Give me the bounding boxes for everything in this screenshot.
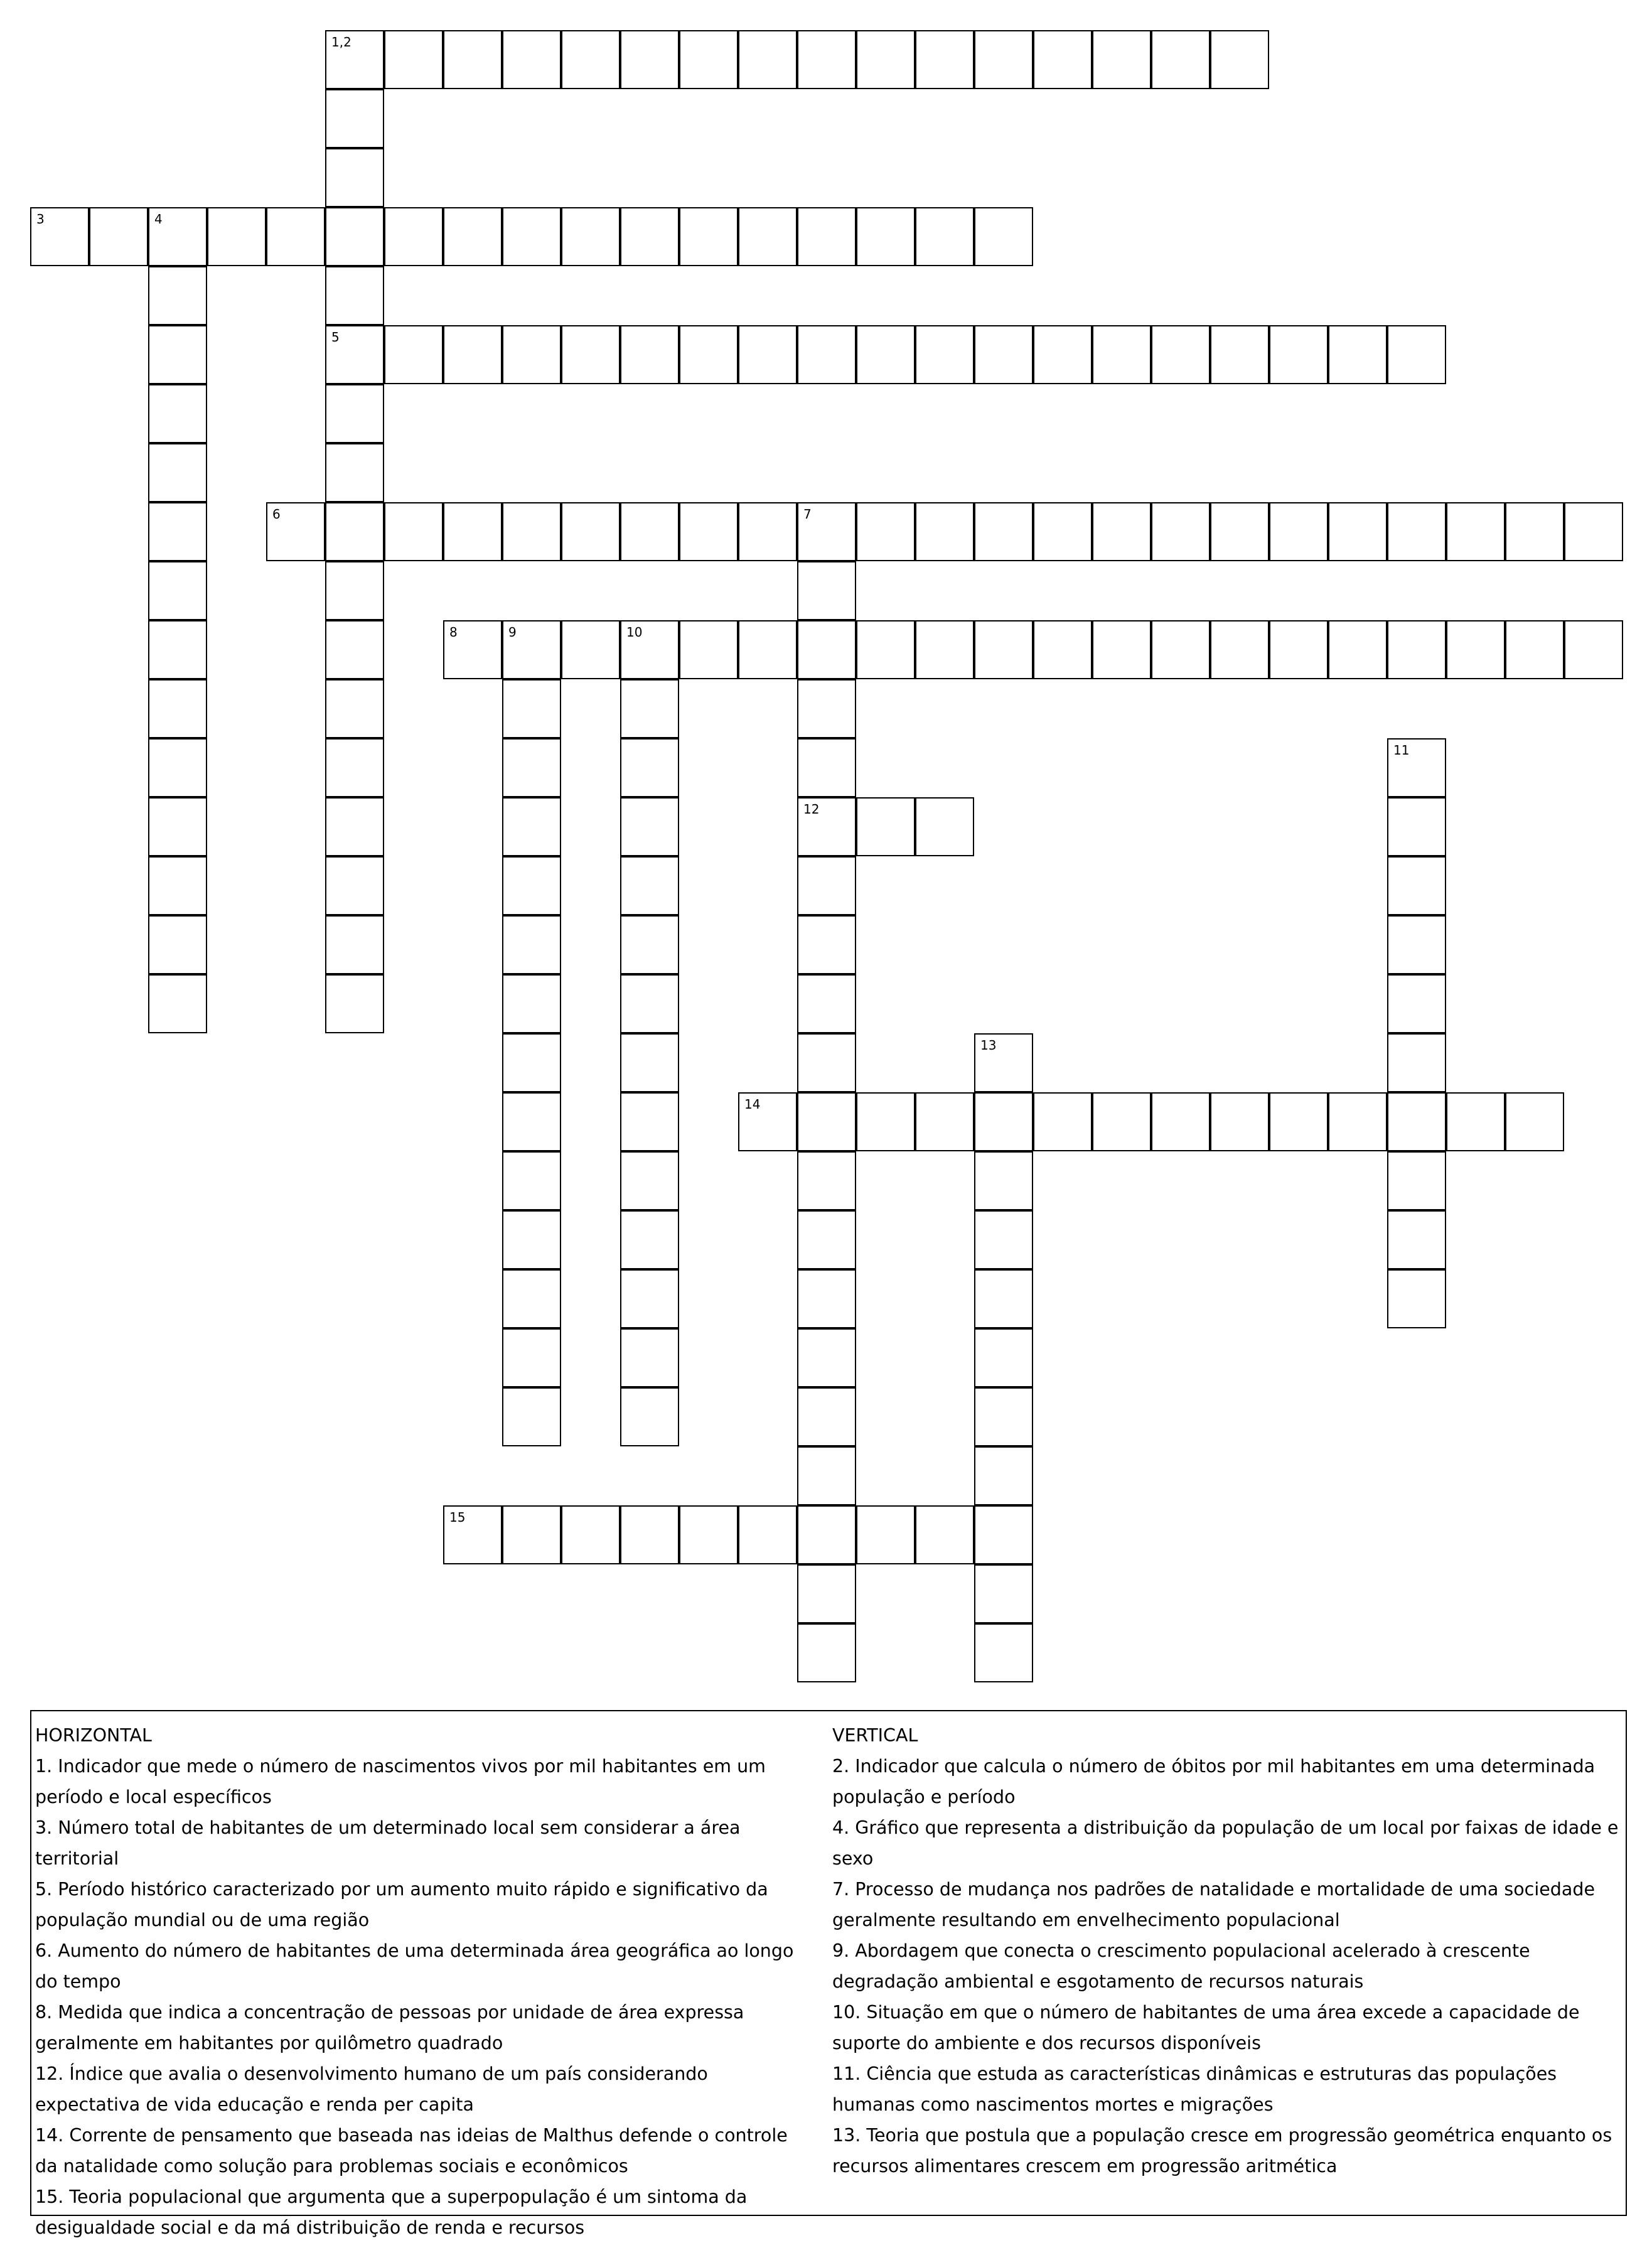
- grid-cell[interactable]: [325, 266, 384, 325]
- clue-across-14: 14. Corrente de pensamento que baseada nas ideias de Malthus defende o controle da natalidade como solução para problemas sociais e econômicos: [35, 2125, 788, 2176]
- clue-number: 8: [449, 625, 458, 640]
- grid-cell[interactable]: [443, 620, 502, 679]
- grid-cell[interactable]: [797, 797, 856, 856]
- grid-cell[interactable]: [207, 207, 266, 266]
- vertical-heading: VERTICAL: [832, 1725, 918, 1746]
- clue-down-10: 10. Situação em que o número de habitantes de uma área excede a capacidade de suporte do ambiente e dos recursos disponíveis: [832, 2002, 1580, 2053]
- grid-cell[interactable]: [325, 502, 384, 561]
- grid-cell[interactable]: [1564, 620, 1623, 679]
- grid-cell[interactable]: [1328, 620, 1387, 679]
- grid-cell[interactable]: [561, 620, 620, 679]
- grid-cell[interactable]: [797, 325, 856, 384]
- grid-cell[interactable]: [856, 207, 915, 266]
- grid-cell[interactable]: [502, 1210, 561, 1269]
- grid-cell[interactable]: [797, 502, 856, 561]
- grid-cell[interactable]: [148, 620, 207, 679]
- clue-number: 3: [36, 212, 45, 227]
- grid-cell[interactable]: [1505, 502, 1564, 561]
- clue-number: 1,2: [331, 35, 351, 50]
- grid-cell[interactable]: [620, 797, 679, 856]
- grid-cell[interactable]: [620, 856, 679, 915]
- grid-cell[interactable]: [561, 30, 620, 89]
- grid-cell[interactable]: [1151, 30, 1210, 89]
- grid-cell[interactable]: [1092, 502, 1151, 561]
- grid-cell[interactable]: [679, 620, 738, 679]
- grid-cell[interactable]: [797, 561, 856, 620]
- grid-cell[interactable]: [797, 1328, 856, 1387]
- grid-cell[interactable]: [620, 1033, 679, 1092]
- grid-cell[interactable]: [974, 207, 1033, 266]
- grid-cell[interactable]: [148, 738, 207, 797]
- clue-down-9: 9. Abordagem que conecta o crescimento populacional acelerado à crescente degradação ambiental e esgotamento de recursos naturais: [832, 1940, 1530, 1992]
- grid-cell[interactable]: [915, 30, 974, 89]
- grid-cell[interactable]: [1269, 325, 1328, 384]
- grid-cell[interactable]: [915, 325, 974, 384]
- grid-cell[interactable]: [1151, 325, 1210, 384]
- grid-cell[interactable]: [325, 30, 384, 89]
- grid-cell[interactable]: [502, 1328, 561, 1387]
- grid-cell[interactable]: [974, 1210, 1033, 1269]
- grid-cell[interactable]: [1092, 30, 1151, 89]
- grid-cell[interactable]: [679, 30, 738, 89]
- grid-cell[interactable]: [384, 30, 443, 89]
- grid-cell[interactable]: [148, 915, 207, 974]
- grid-cell[interactable]: [1505, 620, 1564, 679]
- grid-cell[interactable]: [266, 502, 325, 561]
- grid-cell[interactable]: [856, 797, 915, 856]
- grid-cell[interactable]: [915, 502, 974, 561]
- grid-cell[interactable]: [1210, 30, 1269, 89]
- grid-cell[interactable]: [1387, 797, 1446, 856]
- grid-cell[interactable]: [738, 30, 797, 89]
- grid-cell[interactable]: [797, 738, 856, 797]
- grid-cell[interactable]: [620, 738, 679, 797]
- clue-number: 6: [272, 507, 281, 522]
- grid-cell[interactable]: [620, 502, 679, 561]
- grid-cell[interactable]: [738, 1092, 797, 1151]
- grid-cell[interactable]: [1387, 1151, 1446, 1210]
- grid-cell[interactable]: [620, 1151, 679, 1210]
- grid-cell[interactable]: [384, 207, 443, 266]
- grid-cell[interactable]: [1210, 620, 1269, 679]
- grid-cell[interactable]: [443, 325, 502, 384]
- clue-number: 7: [803, 507, 812, 522]
- grid-cell[interactable]: [502, 1151, 561, 1210]
- grid-cell[interactable]: [738, 207, 797, 266]
- grid-cell[interactable]: [502, 502, 561, 561]
- clue-number: 15: [449, 1510, 466, 1525]
- grid-cell[interactable]: [1387, 1033, 1446, 1092]
- grid-cell[interactable]: [1269, 502, 1328, 561]
- grid-cell[interactable]: [502, 207, 561, 266]
- grid-cell[interactable]: [1387, 1210, 1446, 1269]
- grid-cell[interactable]: [620, 679, 679, 738]
- grid-cell[interactable]: [148, 797, 207, 856]
- grid-cell[interactable]: [1387, 1092, 1446, 1151]
- grid-cell[interactable]: [502, 30, 561, 89]
- grid-cell[interactable]: [502, 1505, 561, 1564]
- grid-cell[interactable]: [797, 1092, 856, 1151]
- clue-down-11: 11. Ciência que estuda as características dinâmicas e estruturas das populações humanas como nascimentos mortes e migrações: [832, 2063, 1557, 2115]
- grid-cell[interactable]: [974, 620, 1033, 679]
- grid-cell[interactable]: [325, 797, 384, 856]
- grid-cell[interactable]: [148, 325, 207, 384]
- grid-cell[interactable]: [974, 1033, 1033, 1092]
- clue-across-3: 3. Número total de habitantes de um determinado local sem considerar a área territorial: [35, 1817, 741, 1869]
- grid-cell[interactable]: [797, 30, 856, 89]
- grid-cell[interactable]: [1387, 620, 1446, 679]
- grid-cell[interactable]: [620, 1505, 679, 1564]
- grid-cell[interactable]: [1387, 738, 1446, 797]
- grid-cell[interactable]: [1387, 325, 1446, 384]
- grid-cell[interactable]: [148, 561, 207, 620]
- grid-cell[interactable]: [738, 325, 797, 384]
- grid-cell[interactable]: [620, 1328, 679, 1387]
- grid-cell[interactable]: [620, 1269, 679, 1328]
- clue-across-12: 12. Índice que avalia o desenvolvimento humano de um país considerando expectativa de vida educação e renda per capita: [35, 2063, 708, 2115]
- grid-cell[interactable]: [797, 620, 856, 679]
- clues-box: [30, 1710, 1627, 2238]
- grid-cell[interactable]: [1033, 502, 1092, 561]
- vertical-clues: [832, 1720, 1624, 2181]
- grid-cell[interactable]: [30, 207, 89, 266]
- horizontal-clues: [35, 1720, 813, 2243]
- grid-cell[interactable]: [738, 502, 797, 561]
- grid-cell[interactable]: [1387, 856, 1446, 915]
- grid-cell[interactable]: [502, 1033, 561, 1092]
- grid-cell[interactable]: [797, 974, 856, 1033]
- grid-cell[interactable]: [561, 207, 620, 266]
- clue-number: 10: [626, 625, 643, 640]
- grid-cell[interactable]: [384, 325, 443, 384]
- grid-cell[interactable]: [384, 502, 443, 561]
- grid-cell[interactable]: [148, 443, 207, 502]
- grid-cell[interactable]: [561, 325, 620, 384]
- grid-cell[interactable]: [974, 1387, 1033, 1446]
- grid-cell[interactable]: [1387, 915, 1446, 974]
- grid-cell[interactable]: [325, 856, 384, 915]
- grid-cell[interactable]: [1151, 502, 1210, 561]
- grid-cell[interactable]: [1328, 1092, 1387, 1151]
- grid-cell[interactable]: [620, 1387, 679, 1446]
- grid-cell[interactable]: [89, 207, 148, 266]
- grid-cell[interactable]: [1269, 1092, 1328, 1151]
- grid-cell[interactable]: [1564, 502, 1623, 561]
- grid-cell[interactable]: [915, 1505, 974, 1564]
- grid-cell[interactable]: [974, 1269, 1033, 1328]
- grid-cell[interactable]: [974, 1564, 1033, 1623]
- grid-cell[interactable]: [1210, 1092, 1269, 1151]
- grid-cell[interactable]: [1151, 1092, 1210, 1151]
- grid-cell[interactable]: [797, 1269, 856, 1328]
- grid-cell[interactable]: [797, 207, 856, 266]
- clue-across-5: 5. Período histórico caracterizado por um aumento muito rápido e significativo da população mundial ou de uma região: [35, 1879, 768, 1930]
- grid-cell[interactable]: [443, 502, 502, 561]
- grid-cell[interactable]: [1387, 502, 1446, 561]
- clue-number: 13: [980, 1038, 997, 1053]
- grid-cell[interactable]: [561, 1505, 620, 1564]
- grid-cell[interactable]: [974, 1623, 1033, 1682]
- grid-cell[interactable]: [1328, 502, 1387, 561]
- grid-cell[interactable]: [797, 1151, 856, 1210]
- grid-cell[interactable]: [679, 502, 738, 561]
- grid-cell[interactable]: [797, 1505, 856, 1564]
- grid-cell[interactable]: [915, 620, 974, 679]
- grid-cell[interactable]: [443, 207, 502, 266]
- grid-cell[interactable]: [502, 1387, 561, 1446]
- grid-cell[interactable]: [620, 207, 679, 266]
- grid-cell[interactable]: [502, 620, 561, 679]
- clue-across-8: 8. Medida que indica a concentração de pessoas por unidade de área expressa geralmente em habitantes por quilômetro quadrado: [35, 2002, 744, 2053]
- grid-cell[interactable]: [856, 30, 915, 89]
- grid-cell[interactable]: [620, 915, 679, 974]
- grid-cell[interactable]: [1387, 1269, 1446, 1328]
- grid-cell[interactable]: [797, 1564, 856, 1623]
- grid-cell[interactable]: [325, 915, 384, 974]
- grid-cell[interactable]: [1269, 620, 1328, 679]
- grid-cell[interactable]: [502, 325, 561, 384]
- grid-cell[interactable]: [502, 679, 561, 738]
- grid-cell[interactable]: [974, 1328, 1033, 1387]
- grid-cell[interactable]: [325, 738, 384, 797]
- grid-cell[interactable]: [856, 620, 915, 679]
- grid-cell[interactable]: [797, 1623, 856, 1682]
- grid-cell[interactable]: [974, 325, 1033, 384]
- grid-cell[interactable]: [148, 679, 207, 738]
- grid-cell[interactable]: [1210, 325, 1269, 384]
- grid-cell[interactable]: [856, 502, 915, 561]
- grid-cell[interactable]: [797, 915, 856, 974]
- grid-cell[interactable]: [738, 620, 797, 679]
- grid-cell[interactable]: [738, 1505, 797, 1564]
- clue-across-1: 1. Indicador que mede o número de nascimentos vivos por mil habitantes em um período e local específicos: [35, 1756, 766, 1807]
- clue-number: 4: [154, 212, 163, 227]
- grid-cell[interactable]: [325, 561, 384, 620]
- clue-across-15: 15. Teoria populacional que argumenta que a superpopulação é um sintoma da desigualdade social e da má distribuição de renda e recursos: [35, 2187, 748, 2238]
- grid-cell[interactable]: [620, 30, 679, 89]
- grid-cell[interactable]: [148, 502, 207, 561]
- grid-cell[interactable]: [797, 1210, 856, 1269]
- grid-cell[interactable]: [1033, 30, 1092, 89]
- grid-cell[interactable]: [148, 266, 207, 325]
- grid-cell[interactable]: [1092, 620, 1151, 679]
- clue-across-6: 6. Aumento do número de habitantes de uma determinada área geográfica ao longo do tempo: [35, 1940, 794, 1992]
- grid-cell[interactable]: [620, 1092, 679, 1151]
- grid-cell[interactable]: [1328, 325, 1387, 384]
- grid-cell[interactable]: [1446, 620, 1505, 679]
- grid-cell[interactable]: [620, 1210, 679, 1269]
- grid-cell[interactable]: [915, 797, 974, 856]
- grid-cell[interactable]: [325, 325, 384, 384]
- grid-cell[interactable]: [974, 1505, 1033, 1564]
- grid-cell[interactable]: [856, 1092, 915, 1151]
- grid-cell[interactable]: [1033, 1092, 1092, 1151]
- grid-cell[interactable]: [856, 325, 915, 384]
- grid-cell[interactable]: [502, 1092, 561, 1151]
- grid-cell[interactable]: [974, 502, 1033, 561]
- grid-cell[interactable]: [1033, 620, 1092, 679]
- clue-number: 9: [508, 625, 517, 640]
- grid-cell[interactable]: [797, 1033, 856, 1092]
- grid-cell[interactable]: [502, 797, 561, 856]
- clue-number: 5: [331, 330, 340, 345]
- grid-cell[interactable]: [1033, 325, 1092, 384]
- grid-cell[interactable]: [679, 207, 738, 266]
- grid-cell[interactable]: [856, 1505, 915, 1564]
- grid-cell[interactable]: [325, 384, 384, 443]
- grid-cell[interactable]: [1505, 1092, 1564, 1151]
- grid-cell[interactable]: [797, 856, 856, 915]
- grid-cell[interactable]: [325, 443, 384, 502]
- grid-cell[interactable]: [915, 207, 974, 266]
- grid-cell[interactable]: [1446, 502, 1505, 561]
- grid-cell[interactable]: [502, 915, 561, 974]
- clue-down-4: 4. Gráfico que representa a distribuição da população de um local por faixas de idade e sexo: [832, 1817, 1619, 1869]
- horizontal-heading: HORIZONTAL: [35, 1725, 152, 1746]
- grid-cell[interactable]: [797, 679, 856, 738]
- grid-cell[interactable]: [679, 1505, 738, 1564]
- grid-cell[interactable]: [148, 384, 207, 443]
- grid-cell[interactable]: [974, 1092, 1033, 1151]
- clue-down-13: 13. Teoria que postula que a população cresce em progressão geométrica enquanto os recursos alimentares crescem em progressão aritmética: [832, 2125, 1612, 2176]
- grid-cell[interactable]: [443, 1505, 502, 1564]
- clue-number: 14: [744, 1097, 761, 1112]
- grid-cell[interactable]: [974, 1446, 1033, 1505]
- grid-cell[interactable]: [797, 1446, 856, 1505]
- grid-cell[interactable]: [148, 974, 207, 1033]
- grid-cell[interactable]: [148, 856, 207, 915]
- grid-cell[interactable]: [915, 1092, 974, 1151]
- grid-cell[interactable]: [502, 738, 561, 797]
- grid-cell[interactable]: [148, 207, 207, 266]
- grid-cell[interactable]: [325, 148, 384, 207]
- grid-cell[interactable]: [797, 1387, 856, 1446]
- grid-cell[interactable]: [974, 30, 1033, 89]
- grid-cell[interactable]: [620, 620, 679, 679]
- grid-cell[interactable]: [561, 502, 620, 561]
- clue-down-2: 2. Indicador que calcula o número de óbitos por mil habitantes em uma determinada população e período: [832, 1756, 1596, 1807]
- clue-number: 12: [803, 802, 820, 817]
- grid-cell[interactable]: [443, 30, 502, 89]
- grid-cell[interactable]: [974, 1151, 1033, 1210]
- grid-cell[interactable]: [325, 620, 384, 679]
- grid-cell[interactable]: [1446, 1092, 1505, 1151]
- grid-cell[interactable]: [1092, 1092, 1151, 1151]
- grid-cell[interactable]: [325, 679, 384, 738]
- grid-cell[interactable]: [266, 207, 325, 266]
- grid-cell[interactable]: [502, 974, 561, 1033]
- grid-cell[interactable]: [620, 974, 679, 1033]
- grid-cell[interactable]: [325, 974, 384, 1033]
- grid-cell[interactable]: [620, 325, 679, 384]
- grid-cell[interactable]: [325, 207, 384, 266]
- grid-cell[interactable]: [325, 89, 384, 148]
- grid-cell[interactable]: [502, 1269, 561, 1328]
- grid-cell[interactable]: [679, 325, 738, 384]
- grid-cell[interactable]: [502, 856, 561, 915]
- grid-cell[interactable]: [1092, 325, 1151, 384]
- grid-cell[interactable]: [1210, 502, 1269, 561]
- grid-cell[interactable]: [1387, 974, 1446, 1033]
- clue-number: 11: [1393, 743, 1410, 758]
- grid-cell[interactable]: [1151, 620, 1210, 679]
- clue-down-7: 7. Processo de mudança nos padrões de natalidade e mortalidade de uma sociedade geralmente resultando em envelhecimento populacional: [832, 1879, 1595, 1930]
